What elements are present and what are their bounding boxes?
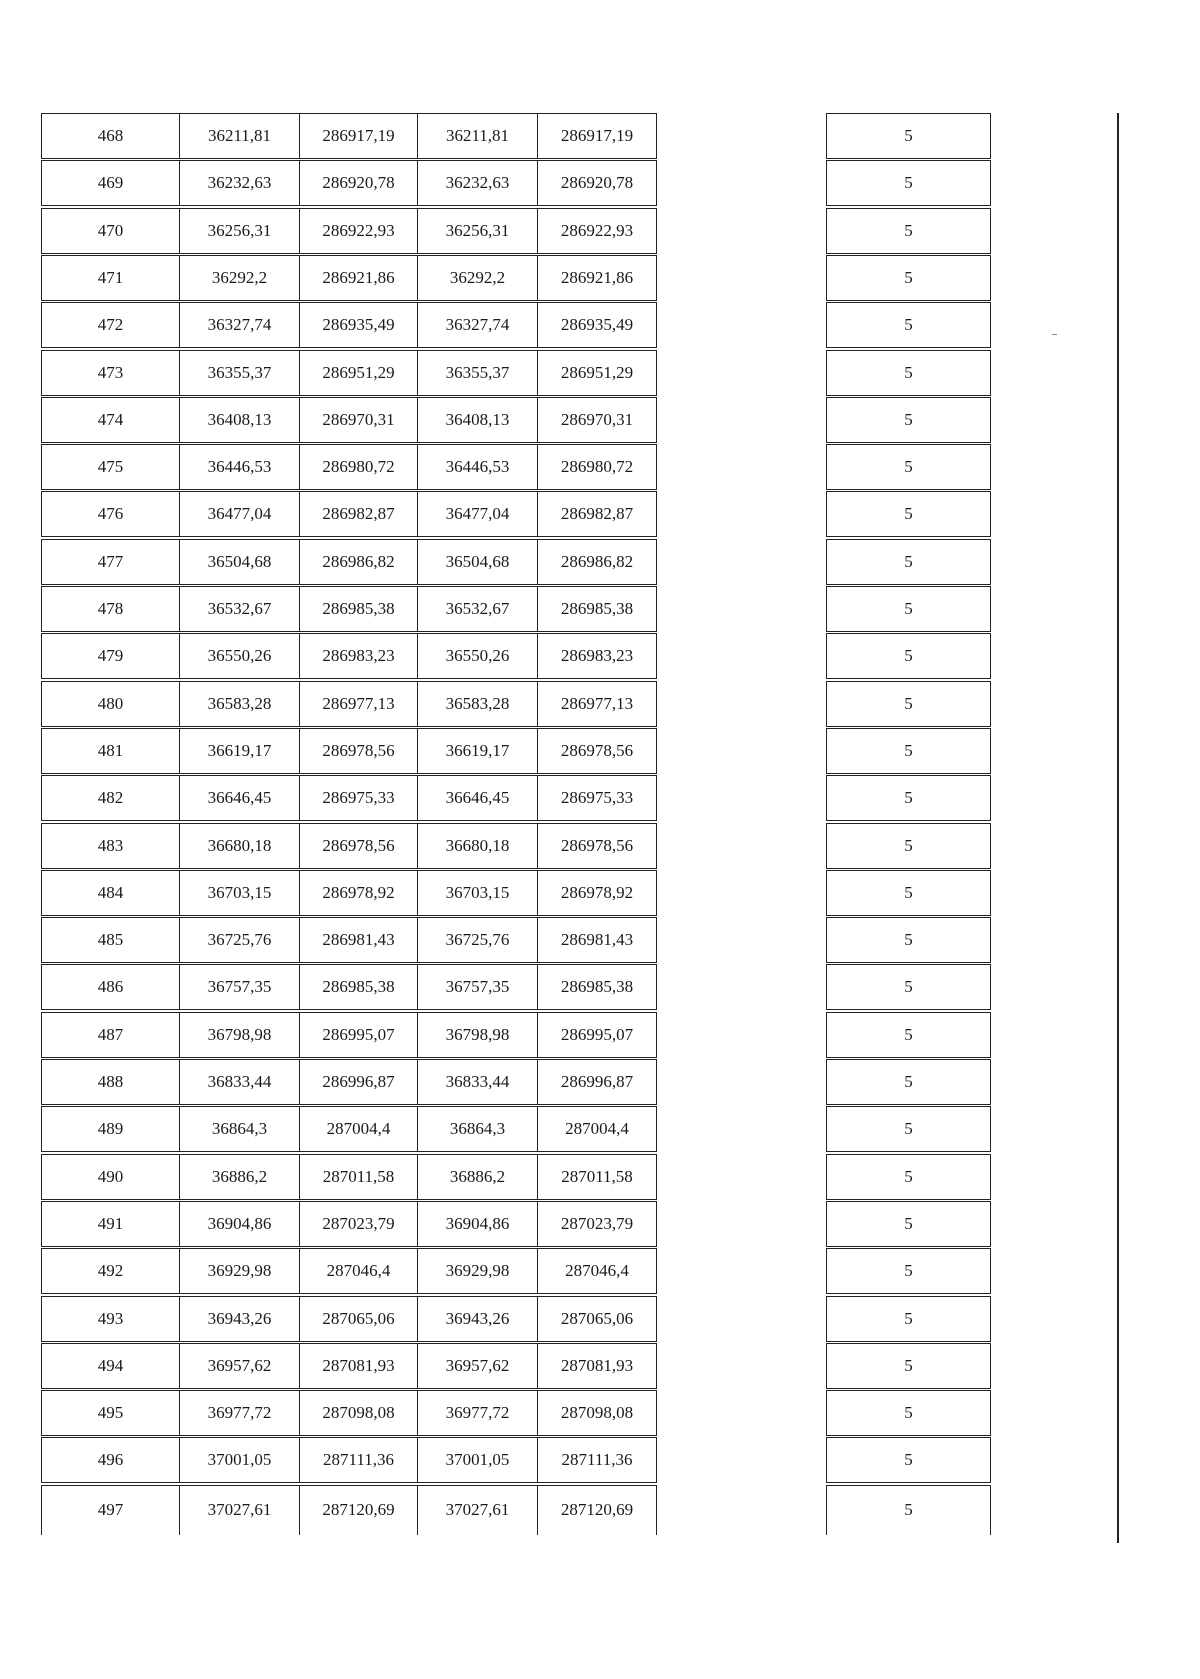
y-coordinate-cell: 286985,38	[299, 586, 417, 632]
table-row	[0, 1201, 1200, 1248]
x-coordinate-cell: 36292,2	[179, 255, 299, 301]
y-coordinate-repeat-cell: 287111,36	[537, 1437, 657, 1483]
y-coordinate-repeat-cell: 286951,29	[537, 350, 657, 396]
point-number-cell: 481	[41, 728, 179, 774]
value-cell: 5	[826, 633, 991, 679]
value-cell: 5	[826, 1485, 991, 1535]
x-coordinate-cell: 36327,74	[179, 302, 299, 348]
x-coordinate-repeat-cell: 36446,53	[417, 444, 537, 490]
y-coordinate-cell: 286982,87	[299, 491, 417, 537]
y-coordinate-repeat-cell: 287011,58	[537, 1154, 657, 1200]
x-coordinate-cell: 36680,18	[179, 823, 299, 869]
y-coordinate-cell: 286986,82	[299, 539, 417, 585]
y-coordinate-cell: 286921,86	[299, 255, 417, 301]
y-coordinate-repeat-cell: 286978,56	[537, 823, 657, 869]
y-coordinate-repeat-cell: 286935,49	[537, 302, 657, 348]
x-coordinate-cell: 36619,17	[179, 728, 299, 774]
x-coordinate-cell: 36943,26	[179, 1296, 299, 1342]
y-coordinate-cell: 287011,58	[299, 1154, 417, 1200]
x-coordinate-cell: 37001,05	[179, 1437, 299, 1483]
x-coordinate-repeat-cell: 36504,68	[417, 539, 537, 585]
table-row	[0, 775, 1200, 822]
y-coordinate-repeat-cell: 286982,87	[537, 491, 657, 537]
point-number-cell: 482	[41, 775, 179, 821]
x-coordinate-repeat-cell: 36292,2	[417, 255, 537, 301]
table-row	[0, 870, 1200, 917]
value-cell: 5	[826, 823, 991, 869]
value-cell: 5	[826, 1296, 991, 1342]
x-coordinate-repeat-cell: 36833,44	[417, 1059, 537, 1105]
table-row	[0, 728, 1200, 775]
y-coordinate-cell: 286920,78	[299, 160, 417, 206]
x-coordinate-cell: 36929,98	[179, 1248, 299, 1294]
x-coordinate-repeat-cell: 36232,63	[417, 160, 537, 206]
x-coordinate-cell: 36798,98	[179, 1012, 299, 1058]
table-row	[0, 1296, 1200, 1343]
x-coordinate-repeat-cell: 36798,98	[417, 1012, 537, 1058]
y-coordinate-cell: 286996,87	[299, 1059, 417, 1105]
point-number-cell: 492	[41, 1248, 179, 1294]
y-coordinate-repeat-cell: 286978,92	[537, 870, 657, 916]
value-cell: 5	[826, 775, 991, 821]
table-row	[0, 1437, 1200, 1484]
value-cell: 5	[826, 350, 991, 396]
point-number-cell: 478	[41, 586, 179, 632]
point-number-cell: 474	[41, 397, 179, 443]
y-coordinate-repeat-cell: 286917,19	[537, 113, 657, 159]
x-coordinate-cell: 36532,67	[179, 586, 299, 632]
table-row	[0, 113, 1200, 160]
point-number-cell: 486	[41, 964, 179, 1010]
value-cell: 5	[826, 917, 991, 963]
point-number-cell: 495	[41, 1390, 179, 1436]
value-cell: 5	[826, 539, 991, 585]
value-cell: 5	[826, 1248, 991, 1294]
value-cell: 5	[826, 1154, 991, 1200]
x-coordinate-repeat-cell: 36646,45	[417, 775, 537, 821]
table-row	[0, 539, 1200, 586]
point-number-cell: 480	[41, 681, 179, 727]
x-coordinate-repeat-cell: 36904,86	[417, 1201, 537, 1247]
value-cell: 5	[826, 113, 991, 159]
point-number-cell: 493	[41, 1296, 179, 1342]
point-number-cell: 497	[41, 1485, 179, 1535]
x-coordinate-repeat-cell: 37027,61	[417, 1485, 537, 1535]
x-coordinate-cell: 36408,13	[179, 397, 299, 443]
value-cell: 5	[826, 870, 991, 916]
y-coordinate-cell: 286995,07	[299, 1012, 417, 1058]
x-coordinate-repeat-cell: 36550,26	[417, 633, 537, 679]
point-number-cell: 475	[41, 444, 179, 490]
point-number-cell: 479	[41, 633, 179, 679]
y-coordinate-repeat-cell: 286983,23	[537, 633, 657, 679]
y-coordinate-repeat-cell: 286920,78	[537, 160, 657, 206]
x-coordinate-cell: 36646,45	[179, 775, 299, 821]
y-coordinate-cell: 286983,23	[299, 633, 417, 679]
table-row	[0, 586, 1200, 633]
table-row	[0, 255, 1200, 302]
y-coordinate-repeat-cell: 286921,86	[537, 255, 657, 301]
table-row	[0, 1106, 1200, 1153]
x-coordinate-cell: 36583,28	[179, 681, 299, 727]
y-coordinate-cell: 286935,49	[299, 302, 417, 348]
y-coordinate-repeat-cell: 286977,13	[537, 681, 657, 727]
y-coordinate-cell: 287120,69	[299, 1485, 417, 1535]
x-coordinate-repeat-cell: 37001,05	[417, 1437, 537, 1483]
y-coordinate-repeat-cell: 286980,72	[537, 444, 657, 490]
value-cell: 5	[826, 1059, 991, 1105]
table-row	[0, 491, 1200, 538]
table-row	[0, 444, 1200, 491]
point-number-cell: 476	[41, 491, 179, 537]
x-coordinate-cell: 36550,26	[179, 633, 299, 679]
y-coordinate-repeat-cell: 286985,38	[537, 964, 657, 1010]
y-coordinate-repeat-cell: 286981,43	[537, 917, 657, 963]
value-cell: 5	[826, 1437, 991, 1483]
table-row	[0, 964, 1200, 1011]
y-coordinate-cell: 286922,93	[299, 208, 417, 254]
value-cell: 5	[826, 964, 991, 1010]
value-cell: 5	[826, 586, 991, 632]
x-coordinate-cell: 36477,04	[179, 491, 299, 537]
value-cell: 5	[826, 302, 991, 348]
x-coordinate-repeat-cell: 36703,15	[417, 870, 537, 916]
value-cell: 5	[826, 397, 991, 443]
y-coordinate-repeat-cell: 286922,93	[537, 208, 657, 254]
table-row	[0, 160, 1200, 207]
point-number-cell: 496	[41, 1437, 179, 1483]
x-coordinate-cell: 36703,15	[179, 870, 299, 916]
x-coordinate-cell: 36355,37	[179, 350, 299, 396]
point-number-cell: 468	[41, 113, 179, 159]
x-coordinate-repeat-cell: 36211,81	[417, 113, 537, 159]
point-number-cell: 469	[41, 160, 179, 206]
y-coordinate-repeat-cell: 287065,06	[537, 1296, 657, 1342]
table-row	[0, 1248, 1200, 1295]
table-row	[0, 823, 1200, 870]
x-coordinate-repeat-cell: 36477,04	[417, 491, 537, 537]
x-coordinate-repeat-cell: 36408,13	[417, 397, 537, 443]
x-coordinate-repeat-cell: 36757,35	[417, 964, 537, 1010]
y-coordinate-repeat-cell: 286995,07	[537, 1012, 657, 1058]
y-coordinate-cell: 287065,06	[299, 1296, 417, 1342]
y-coordinate-repeat-cell: 286975,33	[537, 775, 657, 821]
y-coordinate-cell: 287004,4	[299, 1106, 417, 1152]
value-cell: 5	[826, 1012, 991, 1058]
right-border-line	[1117, 113, 1119, 1543]
table-row	[0, 1059, 1200, 1106]
x-coordinate-cell: 36957,62	[179, 1343, 299, 1389]
y-coordinate-cell: 286951,29	[299, 350, 417, 396]
x-coordinate-cell: 36977,72	[179, 1390, 299, 1436]
value-cell: 5	[826, 1390, 991, 1436]
x-coordinate-cell: 36757,35	[179, 964, 299, 1010]
table-row	[0, 397, 1200, 444]
y-coordinate-cell: 287098,08	[299, 1390, 417, 1436]
x-coordinate-cell: 36904,86	[179, 1201, 299, 1247]
point-number-cell: 494	[41, 1343, 179, 1389]
point-number-cell: 488	[41, 1059, 179, 1105]
point-number-cell: 470	[41, 208, 179, 254]
value-cell: 5	[826, 255, 991, 301]
x-coordinate-cell: 37027,61	[179, 1485, 299, 1535]
point-number-cell: 483	[41, 823, 179, 869]
y-coordinate-cell: 286978,92	[299, 870, 417, 916]
table-row	[0, 1390, 1200, 1437]
value-cell: 5	[826, 1201, 991, 1247]
y-coordinate-cell: 286977,13	[299, 681, 417, 727]
x-coordinate-repeat-cell: 36532,67	[417, 586, 537, 632]
y-coordinate-repeat-cell: 286986,82	[537, 539, 657, 585]
value-cell: 5	[826, 728, 991, 774]
point-number-cell: 477	[41, 539, 179, 585]
y-coordinate-repeat-cell: 286985,38	[537, 586, 657, 632]
point-number-cell: 472	[41, 302, 179, 348]
y-coordinate-cell: 287111,36	[299, 1437, 417, 1483]
point-number-cell: 484	[41, 870, 179, 916]
value-cell: 5	[826, 491, 991, 537]
x-coordinate-cell: 36446,53	[179, 444, 299, 490]
table-row	[0, 1012, 1200, 1059]
point-number-cell: 487	[41, 1012, 179, 1058]
point-number-cell: 473	[41, 350, 179, 396]
table-row	[0, 302, 1200, 349]
table-row	[0, 1343, 1200, 1390]
y-coordinate-cell: 287023,79	[299, 1201, 417, 1247]
value-cell: 5	[826, 1343, 991, 1389]
x-coordinate-repeat-cell: 36680,18	[417, 823, 537, 869]
table-row	[0, 350, 1200, 397]
x-coordinate-cell: 36886,2	[179, 1154, 299, 1200]
y-coordinate-cell: 286978,56	[299, 728, 417, 774]
point-number-cell: 491	[41, 1201, 179, 1247]
y-coordinate-repeat-cell: 286978,56	[537, 728, 657, 774]
y-coordinate-repeat-cell: 287046,4	[537, 1248, 657, 1294]
table-row	[0, 1485, 1200, 1532]
x-coordinate-cell: 36833,44	[179, 1059, 299, 1105]
table-row	[0, 208, 1200, 255]
value-cell: 5	[826, 681, 991, 727]
x-coordinate-cell: 36232,63	[179, 160, 299, 206]
y-coordinate-cell: 286970,31	[299, 397, 417, 443]
y-coordinate-repeat-cell: 287098,08	[537, 1390, 657, 1436]
y-coordinate-cell: 286985,38	[299, 964, 417, 1010]
value-cell: 5	[826, 1106, 991, 1152]
y-coordinate-repeat-cell: 287004,4	[537, 1106, 657, 1152]
point-number-cell: 489	[41, 1106, 179, 1152]
x-coordinate-repeat-cell: 36725,76	[417, 917, 537, 963]
x-coordinate-cell: 36256,31	[179, 208, 299, 254]
y-coordinate-cell: 286981,43	[299, 917, 417, 963]
y-coordinate-repeat-cell: 287023,79	[537, 1201, 657, 1247]
value-cell: 5	[826, 160, 991, 206]
x-coordinate-cell: 36864,3	[179, 1106, 299, 1152]
table-row	[0, 633, 1200, 680]
y-coordinate-cell: 287046,4	[299, 1248, 417, 1294]
value-cell: 5	[826, 444, 991, 490]
x-coordinate-repeat-cell: 36355,37	[417, 350, 537, 396]
x-coordinate-repeat-cell: 36256,31	[417, 208, 537, 254]
x-coordinate-repeat-cell: 36943,26	[417, 1296, 537, 1342]
scan-speck	[1052, 334, 1057, 335]
y-coordinate-repeat-cell: 286996,87	[537, 1059, 657, 1105]
point-number-cell: 471	[41, 255, 179, 301]
x-coordinate-repeat-cell: 36929,98	[417, 1248, 537, 1294]
x-coordinate-repeat-cell: 36583,28	[417, 681, 537, 727]
value-cell: 5	[826, 208, 991, 254]
x-coordinate-cell: 36725,76	[179, 917, 299, 963]
x-coordinate-repeat-cell: 36977,72	[417, 1390, 537, 1436]
x-coordinate-repeat-cell: 36957,62	[417, 1343, 537, 1389]
x-coordinate-cell: 36504,68	[179, 539, 299, 585]
y-coordinate-cell: 286978,56	[299, 823, 417, 869]
point-number-cell: 485	[41, 917, 179, 963]
table-row	[0, 1154, 1200, 1201]
x-coordinate-repeat-cell: 36619,17	[417, 728, 537, 774]
y-coordinate-repeat-cell: 287120,69	[537, 1485, 657, 1535]
point-number-cell: 490	[41, 1154, 179, 1200]
table-row	[0, 917, 1200, 964]
x-coordinate-cell: 36211,81	[179, 113, 299, 159]
table-row	[0, 681, 1200, 728]
y-coordinate-cell: 287081,93	[299, 1343, 417, 1389]
y-coordinate-repeat-cell: 286970,31	[537, 397, 657, 443]
x-coordinate-repeat-cell: 36886,2	[417, 1154, 537, 1200]
y-coordinate-cell: 286975,33	[299, 775, 417, 821]
y-coordinate-repeat-cell: 287081,93	[537, 1343, 657, 1389]
x-coordinate-repeat-cell: 36327,74	[417, 302, 537, 348]
y-coordinate-cell: 286917,19	[299, 113, 417, 159]
x-coordinate-repeat-cell: 36864,3	[417, 1106, 537, 1152]
y-coordinate-cell: 286980,72	[299, 444, 417, 490]
